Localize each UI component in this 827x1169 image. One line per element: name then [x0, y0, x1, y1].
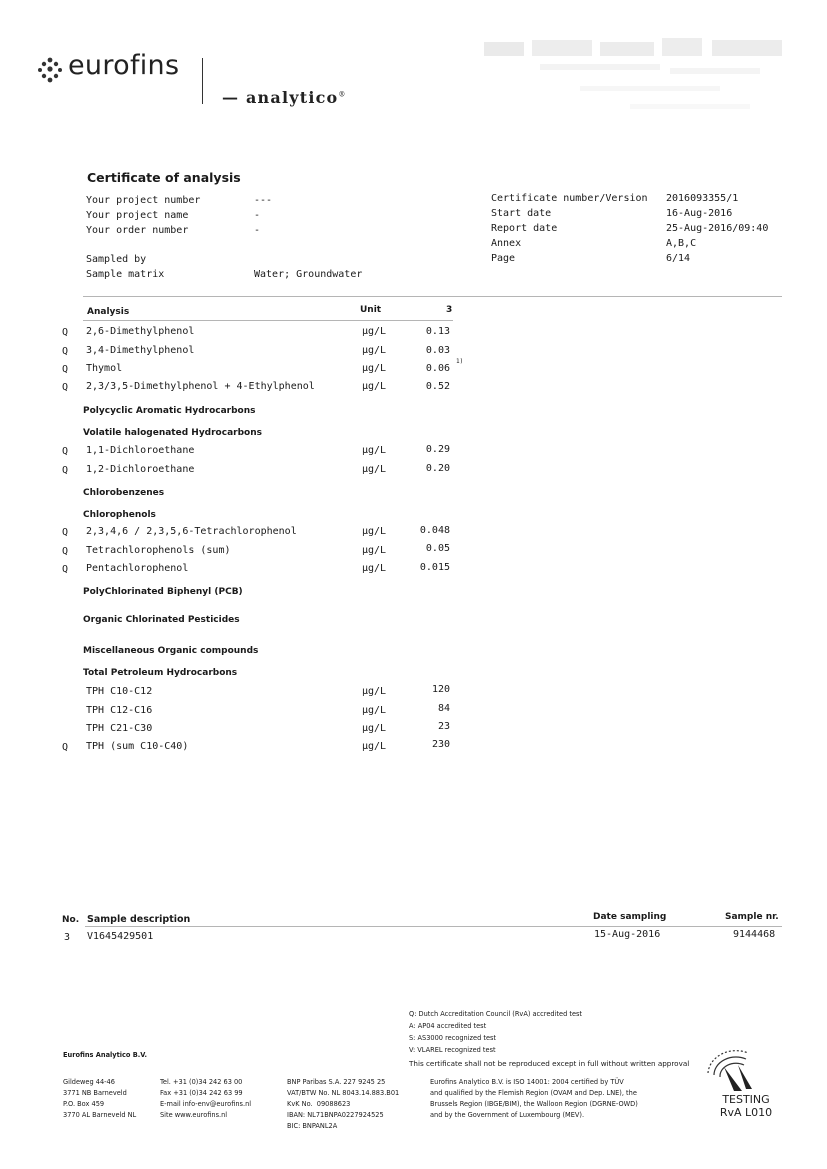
analysis-value: 0.03 — [425, 345, 450, 356]
sampled-by-label: Sampled by — [86, 254, 147, 265]
accreditation-mark: Q — [62, 564, 69, 575]
logo-divider — [202, 58, 203, 104]
sample-matrix-label: Sample matrix — [86, 269, 165, 280]
accreditation-mark: Q — [62, 327, 69, 338]
analytico-brand: — analytico® — [222, 88, 347, 107]
analysis-value: 84 — [437, 703, 450, 714]
analysis-name: 1,1-Dichloroethane — [86, 445, 195, 456]
annex-label: Annex — [491, 238, 522, 249]
sample-nr: 9144468 — [733, 929, 776, 940]
rva-testing-logo — [702, 1047, 790, 1119]
analysis-unit: µg/L — [362, 741, 387, 752]
footer-website-link[interactable]: Site www.eurofins.nl — [160, 1111, 228, 1119]
footer-certification-line: Eurofins Analytico B.V. is ISO 14001: 2004 certified by TÜV — [430, 1078, 624, 1086]
section-heading: Total Petroleum Hydrocarbons — [83, 668, 238, 678]
analysis-unit: µg/L — [362, 563, 387, 574]
rva-label: RvA L010 — [719, 1106, 773, 1119]
sample-header-rule — [85, 926, 782, 927]
analysis-name: Tetrachlorophenols (sum) — [86, 545, 231, 556]
footer-certification-line: and by the Government of Luxembourg (MEV). — [430, 1111, 585, 1119]
analysis-name: 2,3,4,6 / 2,3,5,6-Tetrachlorophenol — [86, 526, 297, 537]
section-heading: Chlorophenols — [83, 510, 156, 520]
date-sampling-header: Date sampling — [593, 912, 667, 922]
accreditation-mark: Q — [62, 742, 69, 753]
analysis-unit: µg/L — [362, 526, 387, 537]
header-rule — [83, 296, 782, 297]
analysis-value: 23 — [437, 721, 450, 732]
footer-bank-line: BNP Paribas S.A. 227 9245 25 — [287, 1078, 386, 1086]
analysis-value: 0.05 — [425, 543, 450, 554]
analysis-value: 0.52 — [425, 381, 450, 392]
legend-s: S: AS3000 recognized test — [409, 1034, 497, 1042]
analysis-value: 0.06 — [425, 363, 450, 374]
analysis-name: 1,2-Dichloroethane — [86, 464, 195, 475]
sample-no: 3 — [64, 932, 71, 943]
start-date-label: Start date — [491, 208, 552, 219]
sample-nr-header: Sample nr. — [725, 912, 779, 922]
legend-a: A: AP04 accredited test — [409, 1022, 487, 1030]
analysis-unit: µg/L — [362, 705, 387, 716]
sample-column-header: 3 — [446, 305, 453, 315]
section-heading: Chlorobenzenes — [83, 488, 165, 498]
section-heading: Volatile halogenated Hydrocarbons — [83, 428, 262, 438]
project-number-value: --- — [254, 195, 273, 206]
footnote-marker: 1) — [456, 358, 464, 365]
footer-bank-line: KvK No. 09088623 — [287, 1100, 351, 1108]
sample-no-header: No. — [62, 915, 80, 925]
analysis-unit: µg/L — [362, 445, 387, 456]
accreditation-mark: Q — [62, 546, 69, 557]
legend-v: V: VLAREL recognized test — [409, 1046, 496, 1054]
footer-address-line: 3771 NB Barneveld — [63, 1089, 127, 1097]
project-name-label: Your project name — [86, 210, 189, 221]
section-heading: Organic Chlorinated Pesticides — [83, 615, 240, 625]
scan-artifact — [480, 28, 800, 128]
analysis-name: 3,4-Dimethylphenol — [86, 345, 195, 356]
testing-label: TESTING — [722, 1093, 770, 1106]
analysis-value: 230 — [431, 739, 450, 750]
analysis-name: TPH (sum C10-C40) — [86, 741, 189, 752]
footer-company: Eurofins Analytico B.V. — [63, 1051, 148, 1059]
table-header-rule — [83, 320, 453, 321]
footer-contact-line: Tel. +31 (0)34 242 63 00 — [160, 1078, 243, 1086]
section-heading: Polycyclic Aromatic Hydrocarbons — [83, 406, 256, 416]
analytico-text: analytico — [245, 88, 339, 107]
accreditation-mark: Q — [62, 446, 69, 457]
eurofins-logo-dots — [37, 57, 63, 83]
analysis-unit: µg/L — [362, 723, 387, 734]
unit-header: Unit — [360, 305, 382, 315]
page-value: 6/14 — [666, 253, 691, 264]
analysis-unit: µg/L — [362, 545, 387, 556]
accreditation-mark: Q — [62, 364, 69, 375]
footer-contact-line: Fax +31 (0)34 242 63 99 — [160, 1089, 243, 1097]
analysis-header: Analysis — [87, 307, 130, 317]
analysis-value: 0.20 — [425, 463, 450, 474]
start-date-value: 16-Aug-2016 — [666, 208, 733, 219]
report-date-label: Report date — [491, 223, 558, 234]
analysis-value: 0.29 — [425, 444, 450, 455]
footer-bank-line: VAT/BTW No. NL 8043.14.883.B01 — [287, 1089, 400, 1097]
section-heading: Miscellaneous Organic compounds — [83, 646, 259, 656]
footer-certification-line: and qualified by the Flemish Region (OVAM and Dep. LNE), the — [430, 1089, 637, 1097]
reproduce-notice: This certificate shall not be reproduced except in full without written approval — [409, 1059, 690, 1068]
accreditation-mark: Q — [62, 382, 69, 393]
analysis-unit: µg/L — [362, 686, 387, 697]
analysis-unit: µg/L — [362, 464, 387, 475]
page-label: Page — [491, 253, 516, 264]
order-number-label: Your order number — [86, 225, 189, 236]
analysis-value: 120 — [431, 684, 450, 695]
analysis-unit: µg/L — [362, 363, 387, 374]
document-title: Certificate of analysis — [87, 170, 241, 185]
analysis-name: Thymol — [86, 363, 123, 374]
footer-email-link[interactable]: E-mail info-env@eurofins.nl — [160, 1100, 252, 1108]
analysis-name: 2,3/3,5-Dimethylphenol + 4-Ethylphenol — [86, 381, 315, 392]
accreditation-mark: Q — [62, 527, 69, 538]
order-number-value: - — [254, 225, 261, 236]
annex-value: A,B,C — [666, 238, 697, 249]
accreditation-mark: Q — [62, 465, 69, 476]
footer-address-line: 3770 AL Barneveld NL — [63, 1111, 137, 1119]
analysis-unit: µg/L — [362, 326, 387, 337]
analysis-name: TPH C21-C30 — [86, 723, 153, 734]
footer-bank-line: BIC: BNPANL2A — [287, 1122, 338, 1130]
registered-mark: ® — [338, 90, 347, 99]
analysis-value: 0.048 — [419, 525, 450, 536]
project-name-value: - — [254, 210, 261, 221]
eurofins-logo-text: eurofins — [68, 50, 180, 81]
accreditation-mark: Q — [62, 346, 69, 357]
footer-bank-line: IBAN: NL71BNPA0227924525 — [287, 1111, 384, 1119]
analysis-unit: µg/L — [362, 345, 387, 356]
analysis-value: 0.015 — [419, 562, 450, 573]
legend-q: Q: Dutch Accreditation Council (RvA) accredited test — [409, 1010, 583, 1018]
report-date-value: 25-Aug-2016/09:40 — [666, 223, 769, 234]
analysis-name: TPH C12-C16 — [86, 705, 153, 716]
footer-certification-line: Brussels Region (IBGE/BIM), the Walloon Region (DGRNE-OWD) — [430, 1100, 638, 1108]
analysis-unit: µg/L — [362, 381, 387, 392]
certificate-number-value: 2016093355/1 — [666, 193, 739, 204]
footer-address-line: Gildeweg 44-46 — [63, 1078, 115, 1086]
project-number-label: Your project number — [86, 195, 201, 206]
analysis-name: TPH C10-C12 — [86, 686, 153, 697]
analysis-name: 2,6-Dimethylphenol — [86, 326, 195, 337]
analysis-name: Pentachlorophenol — [86, 563, 189, 574]
footer-address-line: P.O. Box 459 — [63, 1100, 105, 1108]
analysis-value: 0.13 — [425, 326, 450, 337]
sample-matrix-value: Water; Groundwater — [254, 269, 363, 280]
sample-date: 15-Aug-2016 — [594, 929, 661, 940]
sample-description-header: Sample description — [87, 914, 191, 925]
section-heading: PolyChlorinated Biphenyl (PCB) — [83, 587, 243, 597]
sample-description: V1645429501 — [87, 931, 154, 942]
certificate-number-label: Certificate number/Version — [491, 193, 648, 204]
